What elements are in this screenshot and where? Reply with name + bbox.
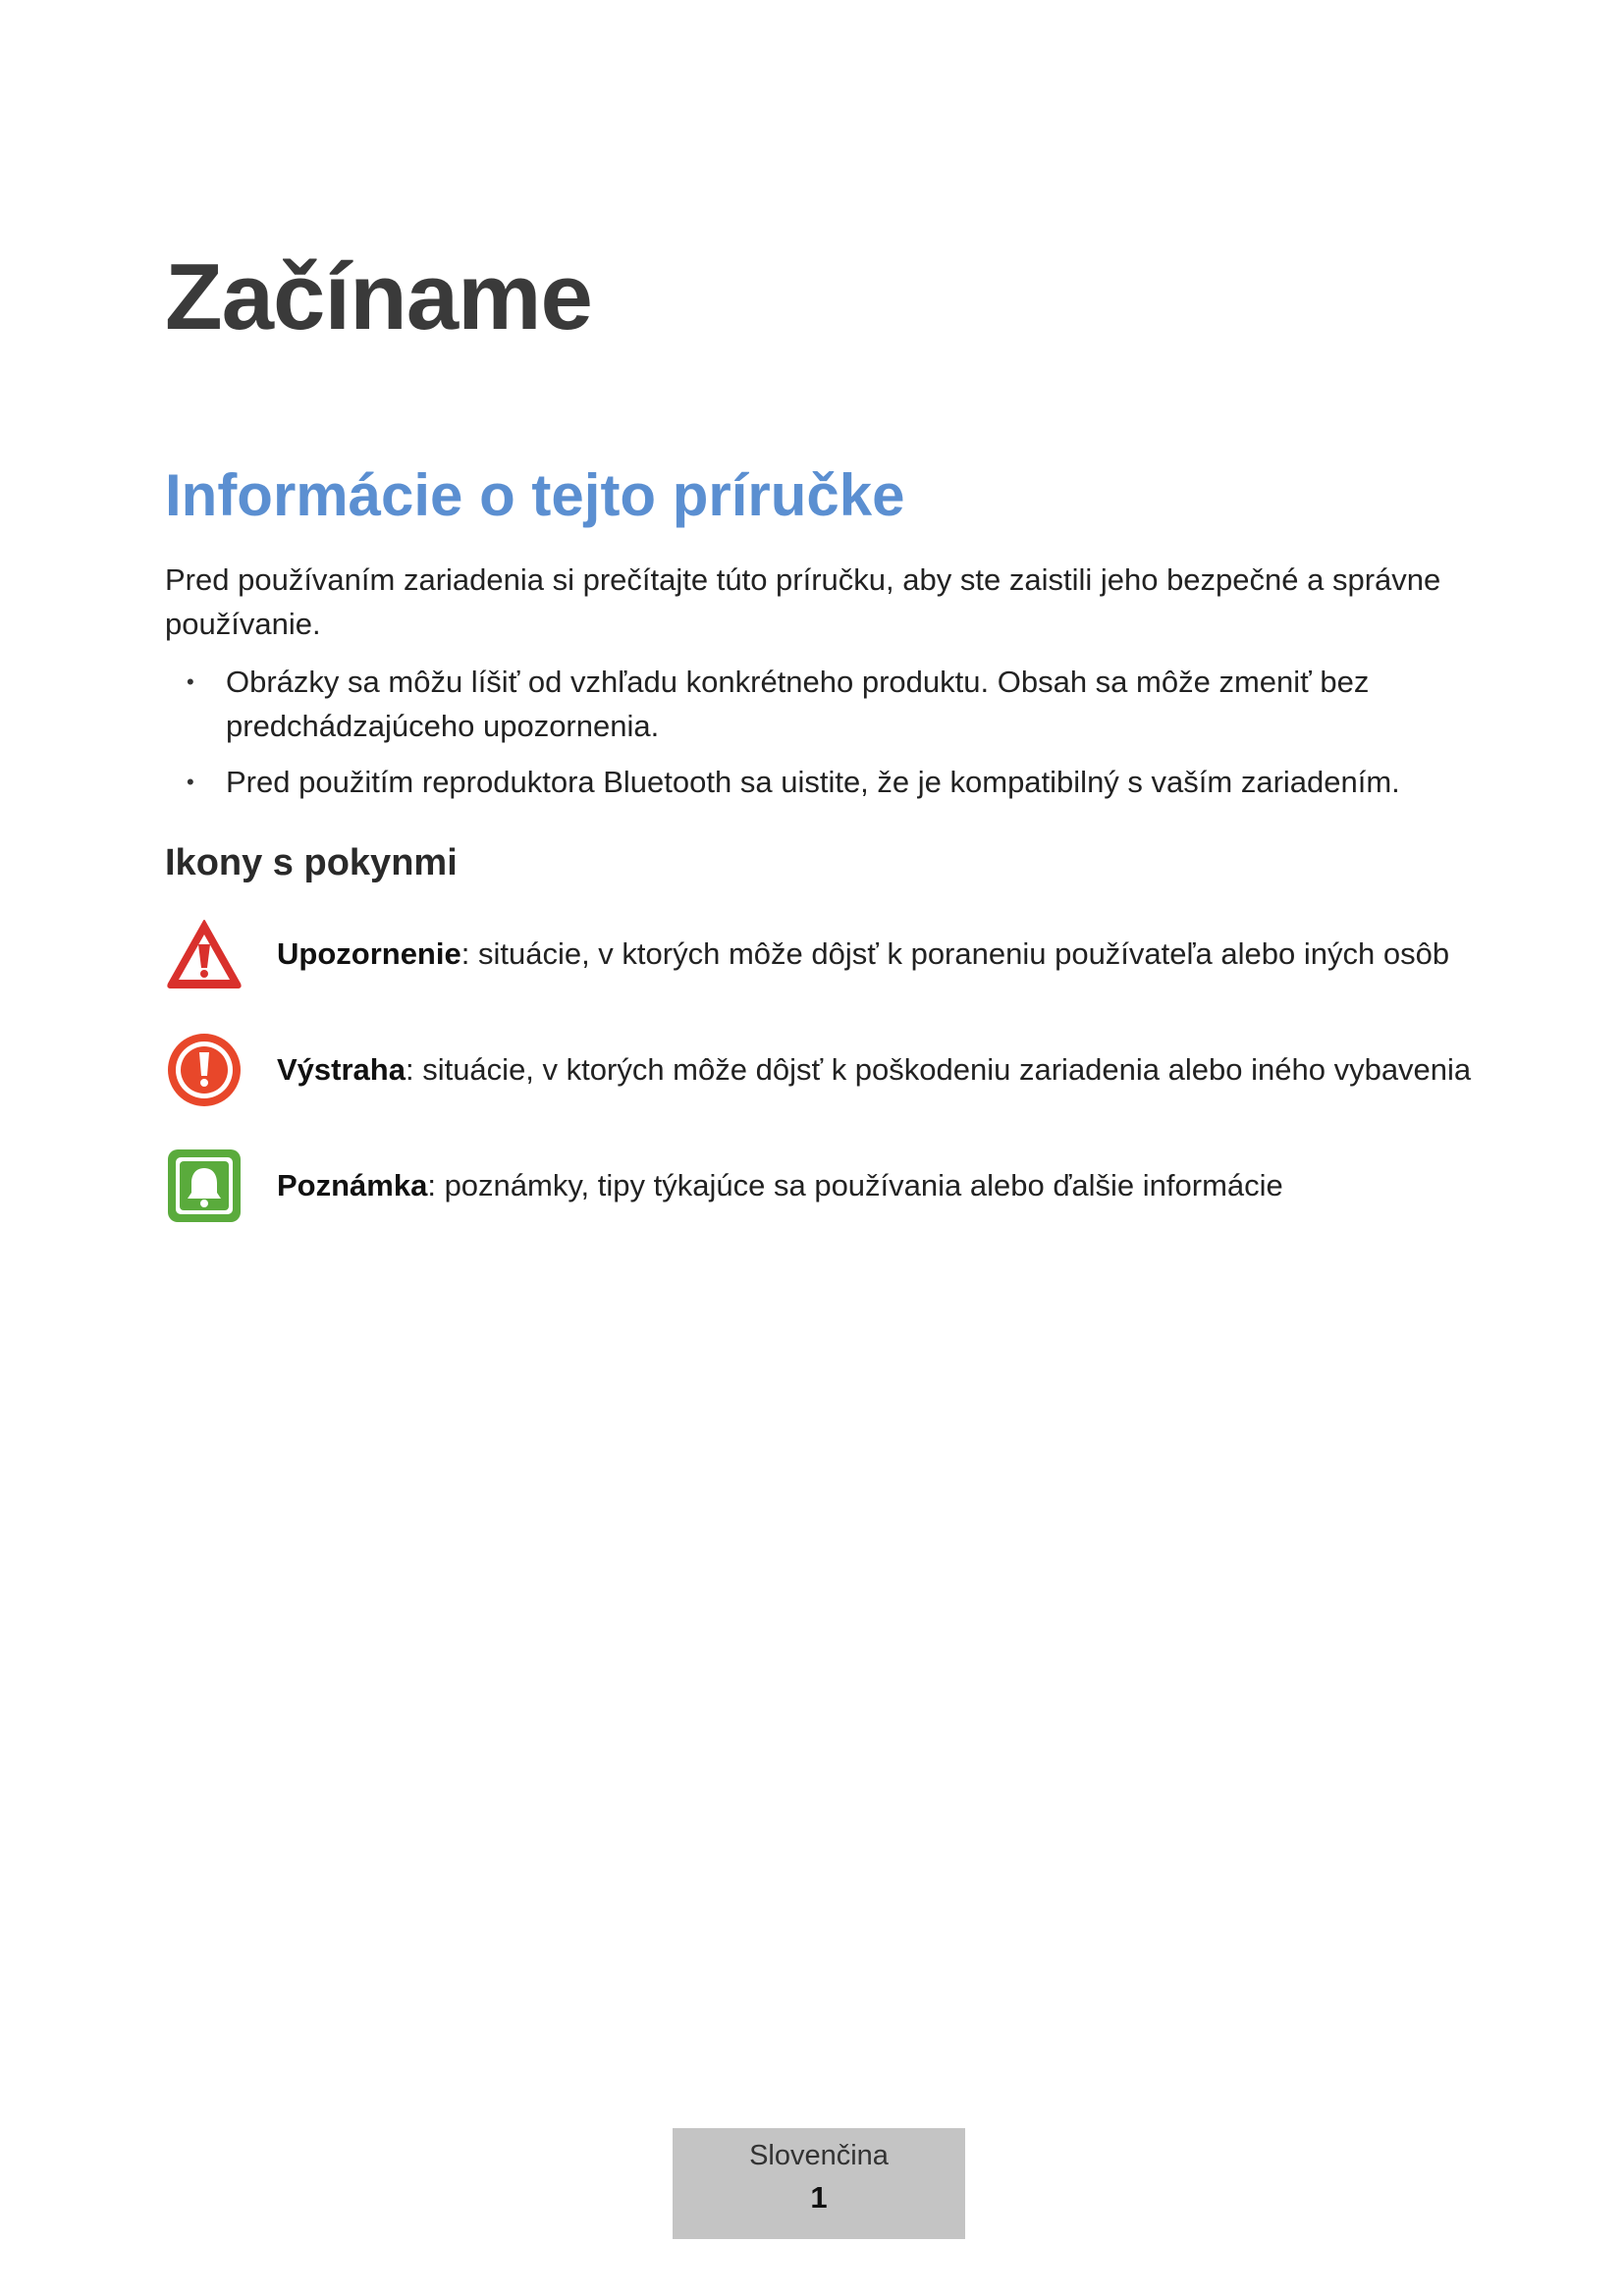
page-footer bbox=[673, 2128, 965, 2239]
legend-description: : poznámky, tipy týkajúce sa používania alebo ďalšie informácie bbox=[427, 1168, 1283, 1202]
legend-term: Výstraha bbox=[277, 1052, 406, 1087]
icon-legend-text bbox=[277, 915, 1449, 993]
icon-legend-row-note bbox=[165, 1147, 1540, 1225]
bullet-list bbox=[165, 660, 1471, 816]
legend-term: Poznámka bbox=[277, 1168, 428, 1202]
legend-description: : situácie, v ktorých môže dôjsť k poraneniu používateľa alebo iných osôb bbox=[460, 936, 1450, 971]
legend-description: : situácie, v ktorých môže dôjsť k poškodeniu zariadenia alebo iného vybavenia bbox=[405, 1052, 1472, 1087]
icons-heading: Ikony s pokynmi bbox=[165, 842, 458, 883]
bullet-marker: • bbox=[187, 669, 194, 694]
caution-circle-icon bbox=[165, 1031, 244, 1109]
intro-paragraph: Pred používaním zariadenia si prečítajte túto príručku, aby ste zaistili jeho bezpečné a správne používanie. bbox=[165, 562, 1441, 641]
icon-legend-text bbox=[277, 1031, 1471, 1109]
page-number: 1 bbox=[810, 2180, 828, 2215]
icon-legend-row-caution bbox=[165, 1031, 1540, 1109]
bullet-marker: • bbox=[187, 770, 194, 794]
list-item bbox=[165, 660, 1471, 748]
list-item-text: Obrázky sa môžu líšiť od vzhľadu konkrétneho produktu. Obsah sa môže zmeniť bez predchádzajúceho upozornenia. bbox=[226, 665, 1370, 743]
section-title: Informácie o tejto príručke bbox=[165, 462, 905, 528]
icon-legend-text bbox=[277, 1147, 1283, 1225]
legend-term: Upozornenie bbox=[277, 936, 461, 971]
icon-legend-row-warning bbox=[165, 915, 1540, 993]
note-bell-icon bbox=[165, 1147, 244, 1225]
warning-triangle-icon bbox=[165, 915, 244, 993]
list-item-text: Pred použitím reproduktora Bluetooth sa uistite, že je kompatibilný s vaším zariadením. bbox=[226, 765, 1400, 799]
page-title: Začíname bbox=[165, 244, 592, 349]
footer-language: Slovenčina bbox=[749, 2140, 889, 2171]
list-item bbox=[165, 760, 1471, 804]
